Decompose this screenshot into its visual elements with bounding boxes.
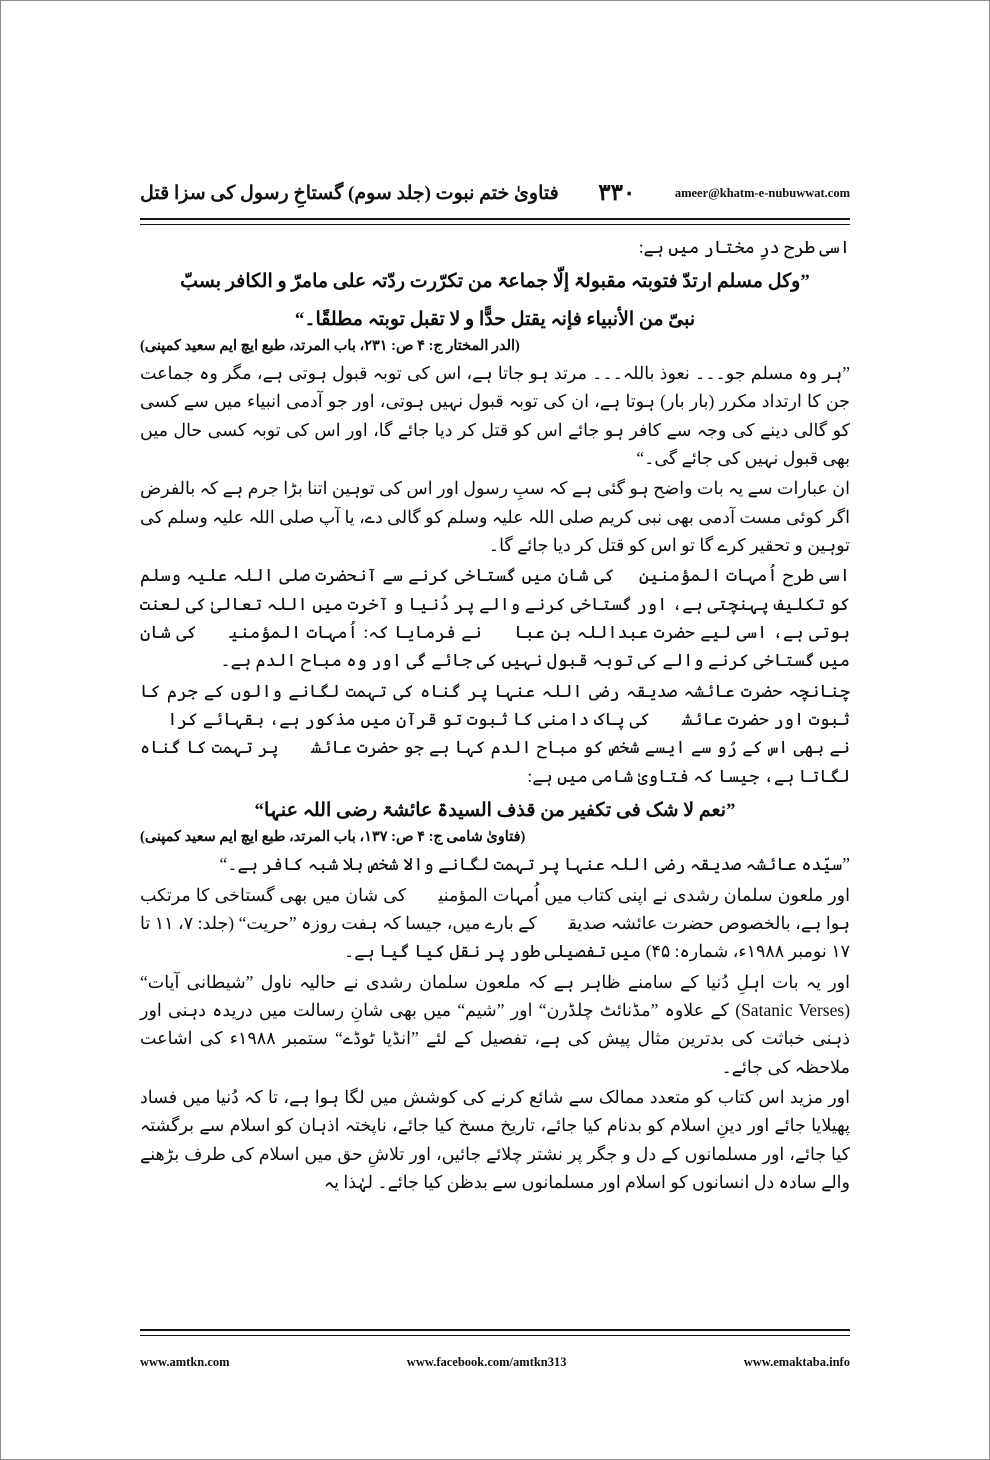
paragraph-6: اور مزید اس کتاب کو متعدد ممالک سے شائع کرنے کی کوشش میں لگا ہوا ہے، تا کہ دُنیا میں فساد پھیلایا جائے اور دینِ اسلام کو بدنام کیا جائے، تاریخ مسخ کیا جائے، ناپختہ اذہان کو اسلام سے برگشتہ کیا جائے، اور مسلمانوں کے دل و جگر پر نشتر چلائے جائیں، اور تلاشِ حق میں اسلام کی طرف بڑھنے والے سادہ دل انسانوں کو اسلام اور مسلمانوں سے بدظن کیا جائے۔ لہٰذا یہ [140,1087,850,1193]
reference-2: (فتاویٰ شامی ج: ۴ ص: ۱۳۷، باب المرتد، طبع ایچ ایم سعید کمپنی) [140,829,526,846]
paragraph-3: چنانچہ حضرت عائشہ صدیقہ رضی اللہ عنہا پر گناہ کی تہمت لگانے والوں کے جرم کا ثبوت اور حضرت عائشہؓ کی پاک دامنی کا ثبوت تو قرآن میں مذکور ہے، بقہائے کرامؒ نے بھی اس کے رُو سے ایسے شخص کو مباح الدم کہا ہے جو حضرت عائشہؓ پر تہمت کا گناہ لگاتا ہے، جیسا کہ فتاویٰ شامی میں ہے: [140,680,850,786]
arabic-quote-1-line-2: نبیّ من الأنبیاء فإنہ یقتل حدًّا و لا تقبل توبتہ مطلقًا۔“ [294,308,696,330]
footer-link-facebook[interactable]: www.facebook.com/amtkn313 [406,1355,567,1369]
header-email: ameer@khatm-e-nubuwwat.com [674,185,850,200]
footer-divider [140,1329,850,1336]
arabic-quote-1-line-1: ”وکل مسلم ارتدّ فتوبتہ مقبولۃ إلّا جماعۃ من تکرّرت ردّتہ علی مامرّ و الکافر بسبّ [180,271,810,293]
page-sheet [28,28,962,1432]
arabic-quote-2: ”نعم لا شک فی تکفیر من قذف السیدۃ عائشۃ رضی اللہ عنہا“ [254,800,736,821]
paragraph-1: ان عبارات سے یہ بات واضح ہو گئی ہے کہ سبِ رسول اور اس کی توہین اتنا بڑا جرم ہے کہ بالفرض اگر کوئی مست آدمی بھی نبی کریم صلی اللہ علیہ وسلم کو گالی دے، یا آپ صلی اللہ علیہ وسلم کی توہین و تحقیر کرے گا تو اس کو قتل کر دیا جائے گا۔ [140,478,850,555]
paragraph-5: اور یہ بات اہلِ دُنیا کے سامنے ظاہر ہے کہ ملعون سلمان رشدی نے حالیہ ناول ”شیطانی آیات“ (Satanic Verses) کے علاوہ ”مڈنائٹ چلڈرن“ اور ”شیم“ میں بھی شانِ رسالت میں دریدہ دہنی اور ذہنی خباثت کی بدترین مثال پیش کی ہے، تفصیل کے لئے ”انڈیا ٹوڈے“ ستمبر ۱۹۸۸ء کی اشاعت ملاحظہ کی جائے۔ [140,971,851,1077]
page-number: ۳۳۰ [598,180,636,205]
intro-line: اسی طرح درِ مختار میں ہے: [638,237,850,257]
header-divider [140,218,850,225]
translation-1: ”ہر وہ مسلم جو۔۔۔ نعوذ باللہ۔۔۔ مرتد ہو جاتا ہے، اس کی توبہ قبول ہوتی ہے، مگر وہ جماعت جن کا ارتداد مکرر (بار بار) ہوتا ہے، ان کی توبہ قبول نہیں ہوتی، اور جو آدمی انبیاء میں سے کسی کو گالی دینے کی وجہ سے کافر ہو جائے اس کو قتل کر دیا جائے گا، اور اس کی توبہ کسی حال میں بھی قبول نہیں کی جائے گی۔“ [140,362,850,468]
footer-link-emaktaba[interactable]: www.emaktaba.info [743,1355,850,1369]
page-header [140,173,850,213]
header-book-title: فتاویٰ ختم نبوت (جلد سوم) گستاخِ رسول کی سزا قتل [140,182,559,204]
page-body [140,233,850,1302]
paragraph-2: اسی طرح اُمہات المؤمنین ؓ کی شان میں گستاخی کرنے سے آنحضرت صلی اللہ علیہ وسلم کو تکلیف پہنچتی ہے، اور گستاخی کرنے والے پر دُنیا و آخرت میں اللہ تعالیٰ کی لعنت ہوتی ہے، اسی لیے حضرت عبداللہ بن عباسؓ نے فرمایا کہ: اُمہات المؤمنینؓ کی شان میں گستاخی کرنے والے کی توبہ قبول نہیں کی جائے گی اور وہ مباح الدم ہے۔ [140,565,850,671]
translation-2: ”سیّدہ عائشہ صدیقہ رضی اللہ عنہا پر تہمت لگانے والا شخص بلا شبہ کافر ہے۔“ [219,854,850,875]
footer-link-amtkn[interactable]: www.amtkn.com [140,1355,230,1369]
reference-1: (الدر المختار ج: ۴ ص: ۲۳۱، باب المرتد، طبع ایچ ایم سعید کمپنی) [140,337,520,354]
paragraph-4: اور ملعون سلمان رشدی نے اپنی کتاب میں اُمہات المؤمنینؓ کی شان میں بھی گستاخی کا مرتکب ہوا ہے، بالخصوص حضرت عائشہ صدیقہؓ کے بارے میں، جیسا کہ ہفت روزہ ”حریت“ (جلد: ۷، ۱۱ تا ۱۷ نومبر ۱۹۸۸ء، شمارہ: ۴۵) میں تفصیلی طور پر نقل کیا گیا ہے۔ [140,884,850,962]
page-footer [140,1355,850,1370]
